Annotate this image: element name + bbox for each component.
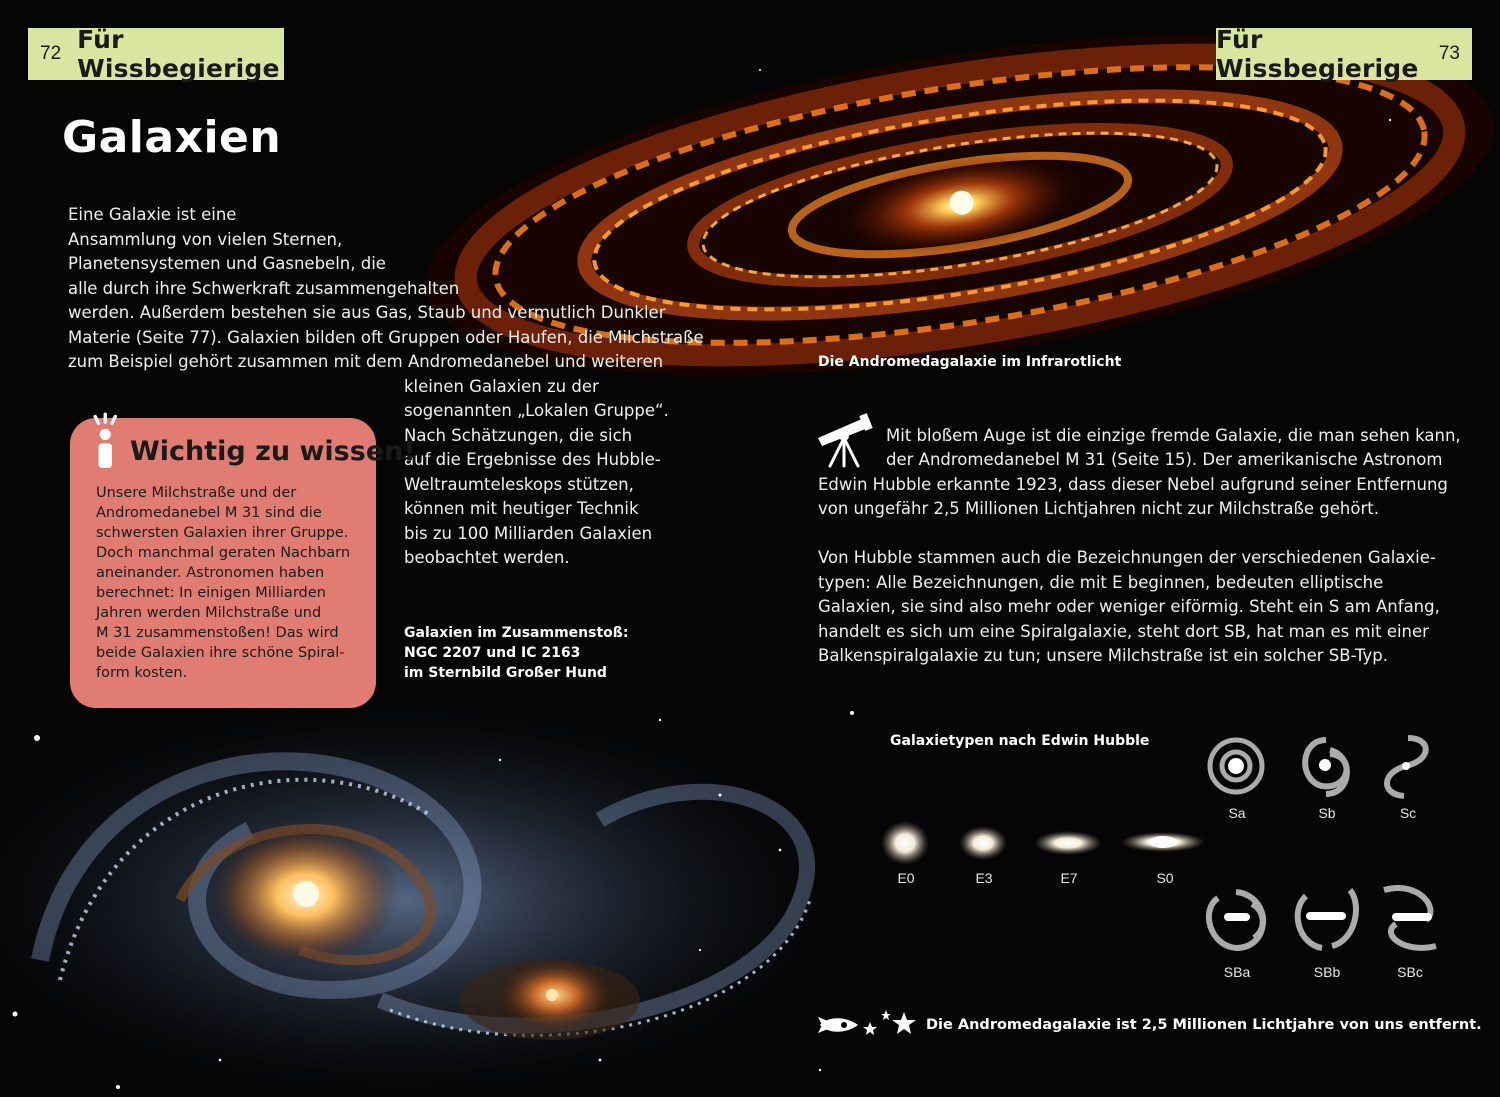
text-line: Weltraumteleskops stützen, <box>404 475 634 494</box>
text-line: auf die Ergebnisse des Hubble- <box>404 450 661 469</box>
right-page-header <box>1216 25 1472 83</box>
text-line: Mit bloßem Auge ist die einzige fremde Galaxie, die man sehen kann, <box>886 426 1461 445</box>
section-label: Für Wissbegierige <box>1216 25 1419 83</box>
text-line: von ungefähr 2,5 Millionen Lichtjahren nicht zur Milchstraße gehört. <box>818 499 1379 518</box>
galaxy-type-label: E7 <box>1060 870 1078 886</box>
text-line: Materie (Seite 77). Galaxien bilden oft Gruppen oder Haufen, die Milchstraße <box>68 328 704 347</box>
text-line: sogenannten „Lokalen Gruppe“. <box>404 401 669 420</box>
caption-line: im Sternbild Großer Hund <box>404 665 607 681</box>
galaxy-type-label: Sa <box>1228 805 1246 821</box>
galaxy-type-label: SBa <box>1223 964 1251 980</box>
text-line: Ansammlung von vielen Sternen, <box>68 230 343 249</box>
text-line: typen: Alle Bezeichnungen, die mit E beginnen, bedeuten elliptische <box>818 573 1384 592</box>
text-line: kleinen Galaxien zu der <box>404 377 599 396</box>
text-line: Balkenspiralgalaxie zu tun; unsere Milchstraße ist ein solcher SB-Typ. <box>818 646 1389 665</box>
galaxy-type-label: S0 <box>1156 870 1174 886</box>
info-line: schwersten Galaxien ihrer Gruppe. <box>96 525 349 541</box>
info-line: aneinander. Astronomen haben <box>96 565 325 581</box>
hubble-types-title: Galaxietypen nach Edwin Hubble <box>890 733 1150 749</box>
text-line: Edwin Hubble erkannte 1923, dass dieser Nebel aufgrund seiner Entfernung <box>818 475 1448 494</box>
galaxy-type-label: SBc <box>1397 964 1423 980</box>
footer-fact: Die Andromedagalaxie ist 2,5 Millionen Lichtjahre von uns entfernt. <box>926 1017 1482 1033</box>
stars-icon <box>862 1008 918 1038</box>
galaxy-type-label: E0 <box>897 870 915 886</box>
text-line: Eine Galaxie ist eine <box>68 205 237 224</box>
text-line: beobachtet werden. <box>404 548 570 567</box>
page-number: 73 <box>1438 43 1460 64</box>
colliding-galaxies-image <box>0 700 840 1097</box>
page-title: Galaxien <box>62 112 282 163</box>
caption-line: NGC 2207 und IC 2163 <box>404 645 581 661</box>
info-line: Andromedanebel M 31 sind die <box>96 505 322 521</box>
text-line: Planetensystemen und Gasnebeln, die <box>68 254 386 273</box>
galaxy-type-label: E3 <box>975 870 993 886</box>
text-line: der Andromedanebel M 31 (Seite 15). Der amerikanische Astronom <box>886 450 1443 469</box>
info-line: berechnet: In einigen Milliarden <box>96 585 326 601</box>
rocket-icon <box>818 1012 860 1038</box>
info-line: M 31 zusammenstoßen! Das wird <box>96 625 339 641</box>
info-box-title: Wichtig zu wissen! <box>130 436 416 467</box>
info-line: beide Galaxien ihre schöne Spiral- <box>96 645 345 661</box>
section-label: Für Wissbegierige <box>77 25 280 83</box>
galaxy-type-label: Sb <box>1318 805 1336 821</box>
text-line: Galaxien, sie sind also mehr oder weniger eiförmig. Steht ein S am Anfang, <box>818 597 1440 616</box>
caption-line: Galaxien im Zusammenstoß: <box>404 625 629 641</box>
info-line: form kosten. <box>96 665 188 681</box>
text-line: können mit heutiger Technik <box>404 499 639 518</box>
text-line: alle durch ihre Schwerkraft zusammengehalten <box>68 279 460 298</box>
left-page-header <box>28 25 284 83</box>
text-line: handelt es sich um eine Spiralgalaxie, steht dort SB, hat man es mit einer <box>818 622 1429 641</box>
text-line: Nach Schätzungen, die sich <box>404 426 633 445</box>
info-box <box>70 418 416 708</box>
text-line: zum Beispiel gehört zusammen mit dem Andromedanebel und weiteren <box>68 352 664 371</box>
andromeda-caption: Die Andromedagalaxie im Infrarotlicht <box>818 354 1122 370</box>
telescope-icon <box>816 410 876 470</box>
text-line: Von Hubble stammen auch die Bezeichnungen der verschiedenen Galaxie- <box>818 548 1436 567</box>
info-line: Doch manchmal geraten Nachbarn <box>96 545 351 561</box>
galaxy-type-label: SBb <box>1313 964 1341 980</box>
hubble-sequence-diagram <box>881 738 1436 948</box>
info-line: Jahren werden Milchstraße und <box>96 605 322 621</box>
page-number: 72 <box>40 43 62 64</box>
info-line: Unsere Milchstraße und der <box>96 485 297 501</box>
info-icon <box>88 412 118 468</box>
text-line: werden. Außerdem bestehen sie aus Gas, Staub und vermutlich Dunkler <box>68 303 666 322</box>
galaxy-type-label: Sc <box>1399 805 1417 821</box>
text-line: bis zu 100 Milliarden Galaxien <box>404 524 653 543</box>
